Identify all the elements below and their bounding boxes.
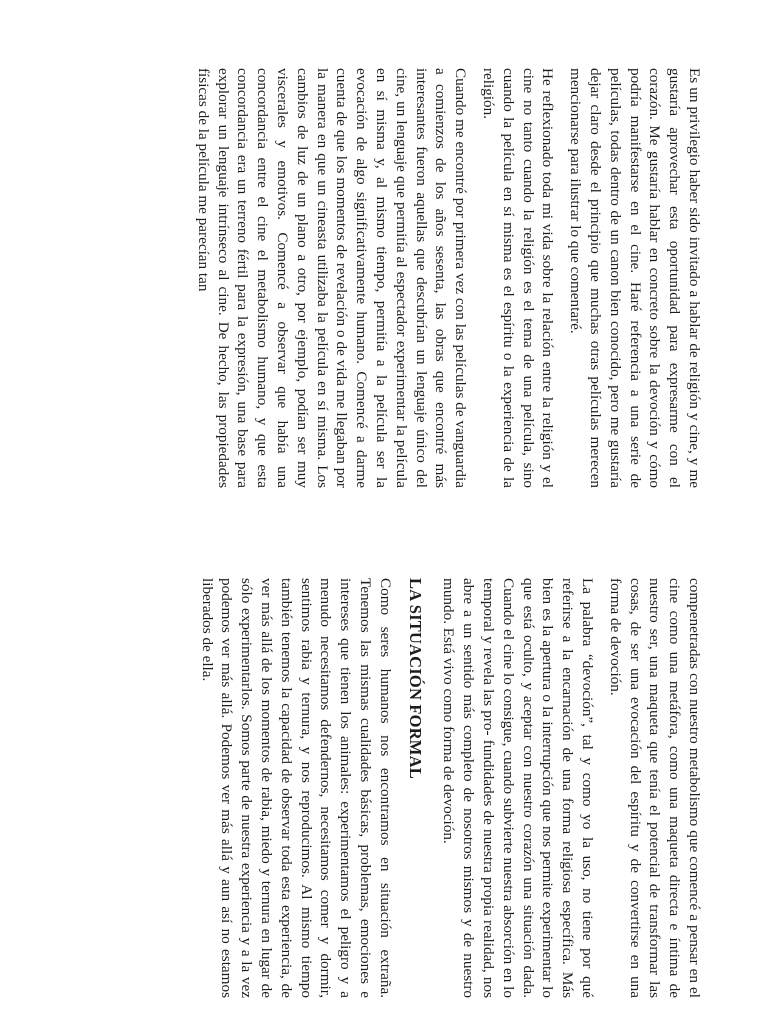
paragraph-human-situation: Como seres humanos nos encontramos en situación extraña. Tenemos las mismas cualidades básicas, problemas, emociones e intereses que tienen los animales: experimentamos el peligro y a menudo necesitamos defendernos, necesitamos comer y dormir, sentimos rabia y ternura, y nos reproducimos. Al mismo tiempo también tenemos la capacidad de observar toda esta experiencia, de ver más allá de los momentos de rabia, miedo y ternura en lugar de sólo experimentarlos. Somos parte de nuestra experiencia y a la vez podemos ver más allá. Podemos ver más allá y aun así no estamos liberados de ella.: [198, 578, 394, 998]
left-text-column: [185, 68, 704, 488]
paragraph-reflection: He reflexionado toda mi vida sobre la relación entre la religión y el cine no tanto cuando la religión es el tema de una película, sino cuando la película en sí misma es el espíritu o la experiencia de la religión.: [480, 68, 557, 488]
section-heading: LA SITUACIÓN FORMAL: [405, 578, 425, 779]
paragraph-metabolism: compenetradas con nuestro metabolismo que comencé a pensar en el cine como una metáfora, como una maqueta directa e íntima de nuestro ser, una maqueta que tenía el potencial de transformar las cosas, de ser una evocación del espíritu y de convertirse en una forma de devoción.: [606, 578, 703, 998]
paragraph-intro: Es un privilegio haber sido invitado a hablar de religión y cine, y me gustaría aprovechar esta oportunidad para expresarme con el corazón. Me gustaría hablar en concreto sobre la devoción y cómo podría manifestarse en el cine. Haré referencia a una serie de películas, todas dentro de un canon bien conocido, pero me gustaría dejar claro desde el principio que muchas otras películas merecen mencionarse para ilustrar lo que comentaré.: [567, 68, 703, 488]
paragraph-devotion: La palabra “devoción”, tal y como yo la uso, no tiene por qué referirse a la encarnación de una forma religiosa específica. Más bien es la apertura o la interrupción que nos permite experimentar lo que está oculto, y aceptar con nuestro corazón una situación dada. Cuando el cine lo consigue, cuando subvierte nuestra absorción en lo temporal y revela las pro- fundidades de nuestra propia realidad, nos abre a un sentido más completo de nosotros mismos y de nuestro mundo. Está vivo como forma de devoción.: [440, 578, 597, 998]
paragraph-avant-garde: Cuando me encontré por primera vez con las películas de vanguardia a comienzos de los años sesenta, las obras que encontré más interesantes fueron aquellas que descubrían un lenguaje único del cine, un lenguaje que permitía al espectador experimentar la película en sí misma y, al mismo tiempo, permitía a la película ser la evocación de algo significativamente humano. Comencé a darme cuenta de que los momentos de revelación o de vida me llegaban por la manera en que un cineasta utilizaba la película en sí misma. Los cambios de luz de un plano a otro, por ejemplo, podían ser muy viscerales y emotivos. Comencé a observar que había una concordancia entre el cine el metabolismo humano, y que esta concordancia era un terreno fértil para la expresión, una base para explorar un lenguaje intrínseco al cine. De hecho, las propiedades físicas de la película me parecían tan: [194, 68, 470, 488]
right-text-column: [189, 578, 704, 998]
